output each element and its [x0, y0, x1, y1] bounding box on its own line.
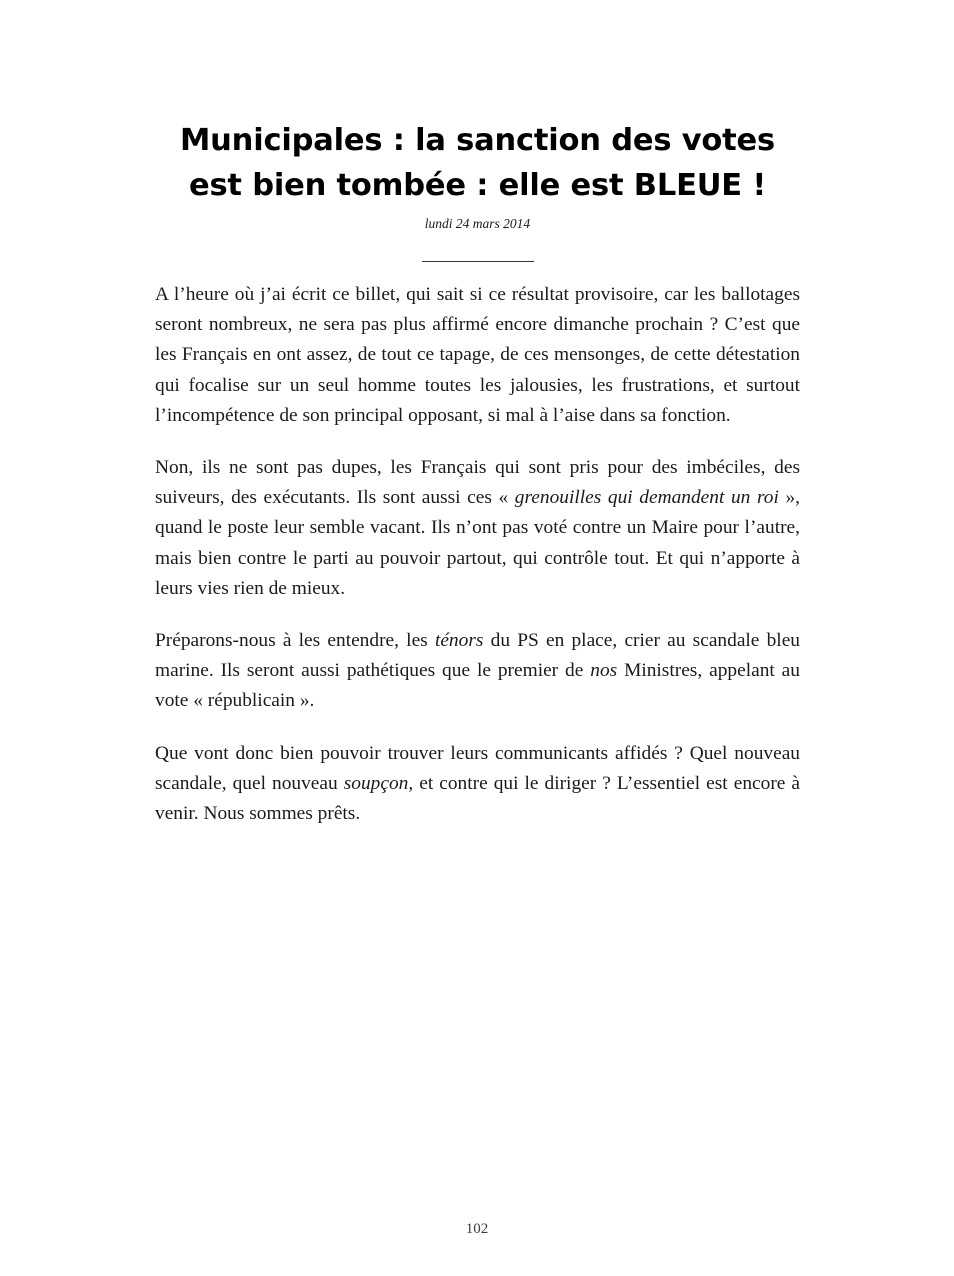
emphasis-text: ténors	[434, 630, 484, 652]
body-paragraph	[155, 626, 800, 717]
paragraph-text: Que vont donc bien pouvoir trouver leurs communicants affidés ? Quel nouveau scandale, quel nouveau	[155, 742, 800, 794]
divider	[155, 252, 800, 268]
article-body	[155, 280, 800, 829]
paragraph-text: », quand le poste leur semble vacant. Ils n’ont pas voté contre un Maire pour l’autre, mais bien contre le parti au pouvoir partout, qui contrôle tout. Et qui n’apporte à leurs vies rien de mieux.	[155, 487, 801, 599]
body-paragraph	[155, 453, 800, 604]
emphasis-text: soupçon,	[343, 772, 414, 794]
body-paragraph	[155, 280, 800, 431]
page-title: Municipales : la sanction des votes est bien tombée : elle est BLEUE !	[180, 123, 775, 203]
paragraph-text: du PS en place, crier au scandale bleu marine. Ils seront aussi pathétiques que le premier de	[155, 630, 801, 682]
emphasis-text: nos	[590, 660, 618, 682]
paragraph-text: Non, ils ne sont pas dupes, les Français qui sont pris pour des imbéciles, des suiveurs, des exécutants. Ils sont aussi ces «	[155, 457, 800, 509]
document-content	[155, 0, 800, 829]
emphasis-text: grenouilles qui demandent un roi	[514, 487, 779, 509]
paragraph-text: Ministres, appelant au vote « républicain ».	[155, 660, 800, 712]
paragraph-text: et contre qui le diriger ? L’essentiel est encore à venir. Nous sommes prêts.	[155, 772, 801, 825]
paragraph-text: A l’heure où j’ai écrit ce billet, qui sait si ce résultat provisoire, car les ballotages seront nombreux, ne sera pas plus affirmé encore dimanche prochain ? C’est que les Français en ont assez, de tout ce tapage, de ces mensonges, de cette détestation qui focalise sur un seul homme toutes les jalousies, les frustrations, et surtout l’incompétence de son principal opposant, si mal à l’aise dans sa fonction.	[155, 284, 800, 426]
page-number: 102	[465, 1221, 489, 1237]
article-date: lundi 24 mars 2014	[424, 216, 531, 231]
horizontal-rule	[422, 261, 534, 262]
paragraph-text: Préparons-nous à les entendre, les	[155, 630, 435, 652]
body-paragraph	[155, 739, 800, 830]
